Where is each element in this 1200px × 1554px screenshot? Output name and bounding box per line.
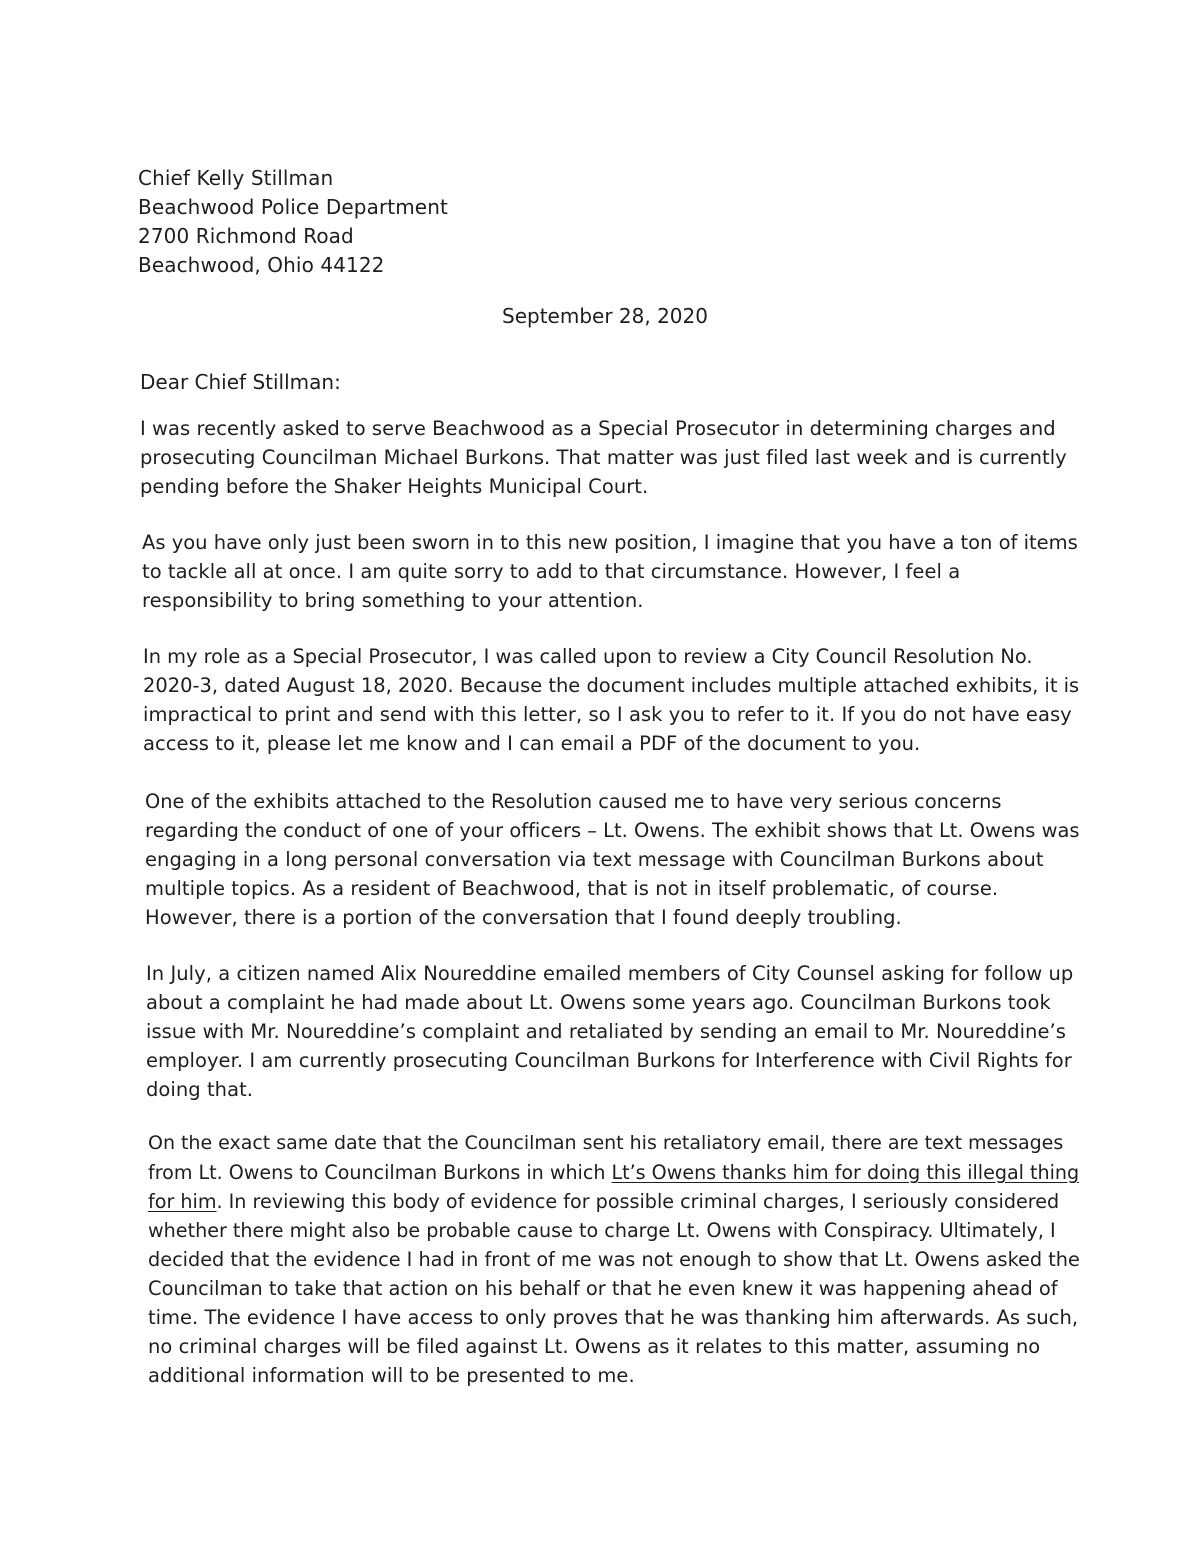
- paragraph-2: [142, 528, 1078, 615]
- paragraph-line: issue with Mr. Noureddine’s complaint and retaliated by sending an email to Mr. Noureddine’s: [146, 1020, 1066, 1043]
- paragraph-line: Councilman to take that action on his behalf or that he even knew it was happening ahead of: [148, 1277, 1058, 1300]
- paragraph-3: [143, 642, 1079, 758]
- paragraph-line: whether there might also be probable cause to charge Lt. Owens with Conspiracy. Ultimately, I: [148, 1219, 1056, 1242]
- paragraph-line: prosecuting Councilman Michael Burkons. That matter was just filed last week and is currently: [140, 446, 1067, 469]
- paragraph-4: [145, 787, 1080, 932]
- underlined-text: Lt’s Owens thanks him for doing this illegal thing: [611, 1161, 1080, 1184]
- recipient-address: [138, 164, 448, 280]
- paragraph-line: impractical to print and send with this letter, so I ask you to refer to it. If you do not have easy: [143, 703, 1072, 726]
- paragraph-1: [140, 414, 1067, 501]
- line-text: . In reviewing this body of evidence for possible criminal charges, I seriously considered: [216, 1190, 1060, 1213]
- paragraph-6: [148, 1129, 1080, 1390]
- line-text: from Lt. Owens to Councilman Burkons in which: [148, 1161, 612, 1184]
- paragraph-line: no criminal charges will be filed against Lt. Owens as it relates to this matter, assuming no: [148, 1335, 1041, 1358]
- letter-date: September 28, 2020: [502, 304, 708, 328]
- paragraph-line: about a complaint he had made about Lt. Owens some years ago. Councilman Burkons took: [146, 991, 1051, 1014]
- paragraph-line: access to it, please let me know and I can email a PDF of the document to you.: [143, 732, 921, 755]
- paragraph-line: In July, a citizen named Alix Noureddine emailed members of City Counsel asking for follow up: [146, 962, 1074, 985]
- paragraph-line: 2020-3, dated August 18, 2020. Because the document includes multiple attached exhibits, it is: [143, 674, 1080, 697]
- paragraph-line: [148, 1187, 1080, 1216]
- paragraph-5: [146, 959, 1073, 1104]
- paragraph-line: doing that.: [146, 1078, 254, 1101]
- paragraph-line: As you have only just been sworn in to this new position, I imagine that you have a ton of items: [142, 531, 1078, 554]
- paragraph-line: However, there is a portion of the conversation that I found deeply troubling.: [145, 906, 902, 929]
- paragraph-line: In my role as a Special Prosecutor, I was called upon to review a City Council Resolution No.: [143, 645, 1033, 668]
- paragraph-line: additional information will to be presented to me.: [148, 1364, 635, 1387]
- recipient-city: Beachwood, Ohio 44122: [138, 253, 385, 277]
- paragraph-line: to tackle all at once. I am quite sorry to add to that circumstance. However, I feel a: [142, 560, 961, 583]
- paragraph-line: employer. I am currently prosecuting Councilman Burkons for Interference with Civil Rights for: [146, 1049, 1072, 1072]
- salutation: Dear Chief Stillman:: [140, 370, 341, 394]
- paragraph-line: time. The evidence I have access to only proves that he was thanking him afterwards. As such,: [148, 1306, 1079, 1329]
- paragraph-line: engaging in a long personal conversation via text message with Councilman Burkons about: [145, 848, 1044, 871]
- paragraph-line: I was recently asked to serve Beachwood as a Special Prosecutor in determining charges and: [140, 417, 1056, 440]
- paragraph-line: decided that the evidence I had in front of me was not enough to show that Lt. Owens asked the: [148, 1248, 1080, 1271]
- underlined-text: for him: [148, 1190, 217, 1213]
- paragraph-line: regarding the conduct of one of your officers – Lt. Owens. The exhibit shows that Lt. Owens was: [145, 819, 1080, 842]
- recipient-department: Beachwood Police Department: [138, 195, 448, 219]
- paragraph-line: One of the exhibits attached to the Resolution caused me to have very serious concerns: [145, 790, 1002, 813]
- paragraph-line: multiple topics. As a resident of Beachwood, that is not in itself problematic, of course.: [145, 877, 999, 900]
- paragraph-line: [148, 1158, 1080, 1187]
- paragraph-line: pending before the Shaker Heights Municipal Court.: [140, 475, 649, 498]
- recipient-name: Chief Kelly Stillman: [138, 166, 334, 190]
- paragraph-line: responsibility to bring something to your attention.: [142, 589, 644, 612]
- paragraph-line: On the exact same date that the Councilman sent his retaliatory email, there are text messages: [148, 1132, 1064, 1154]
- recipient-street: 2700 Richmond Road: [138, 224, 354, 248]
